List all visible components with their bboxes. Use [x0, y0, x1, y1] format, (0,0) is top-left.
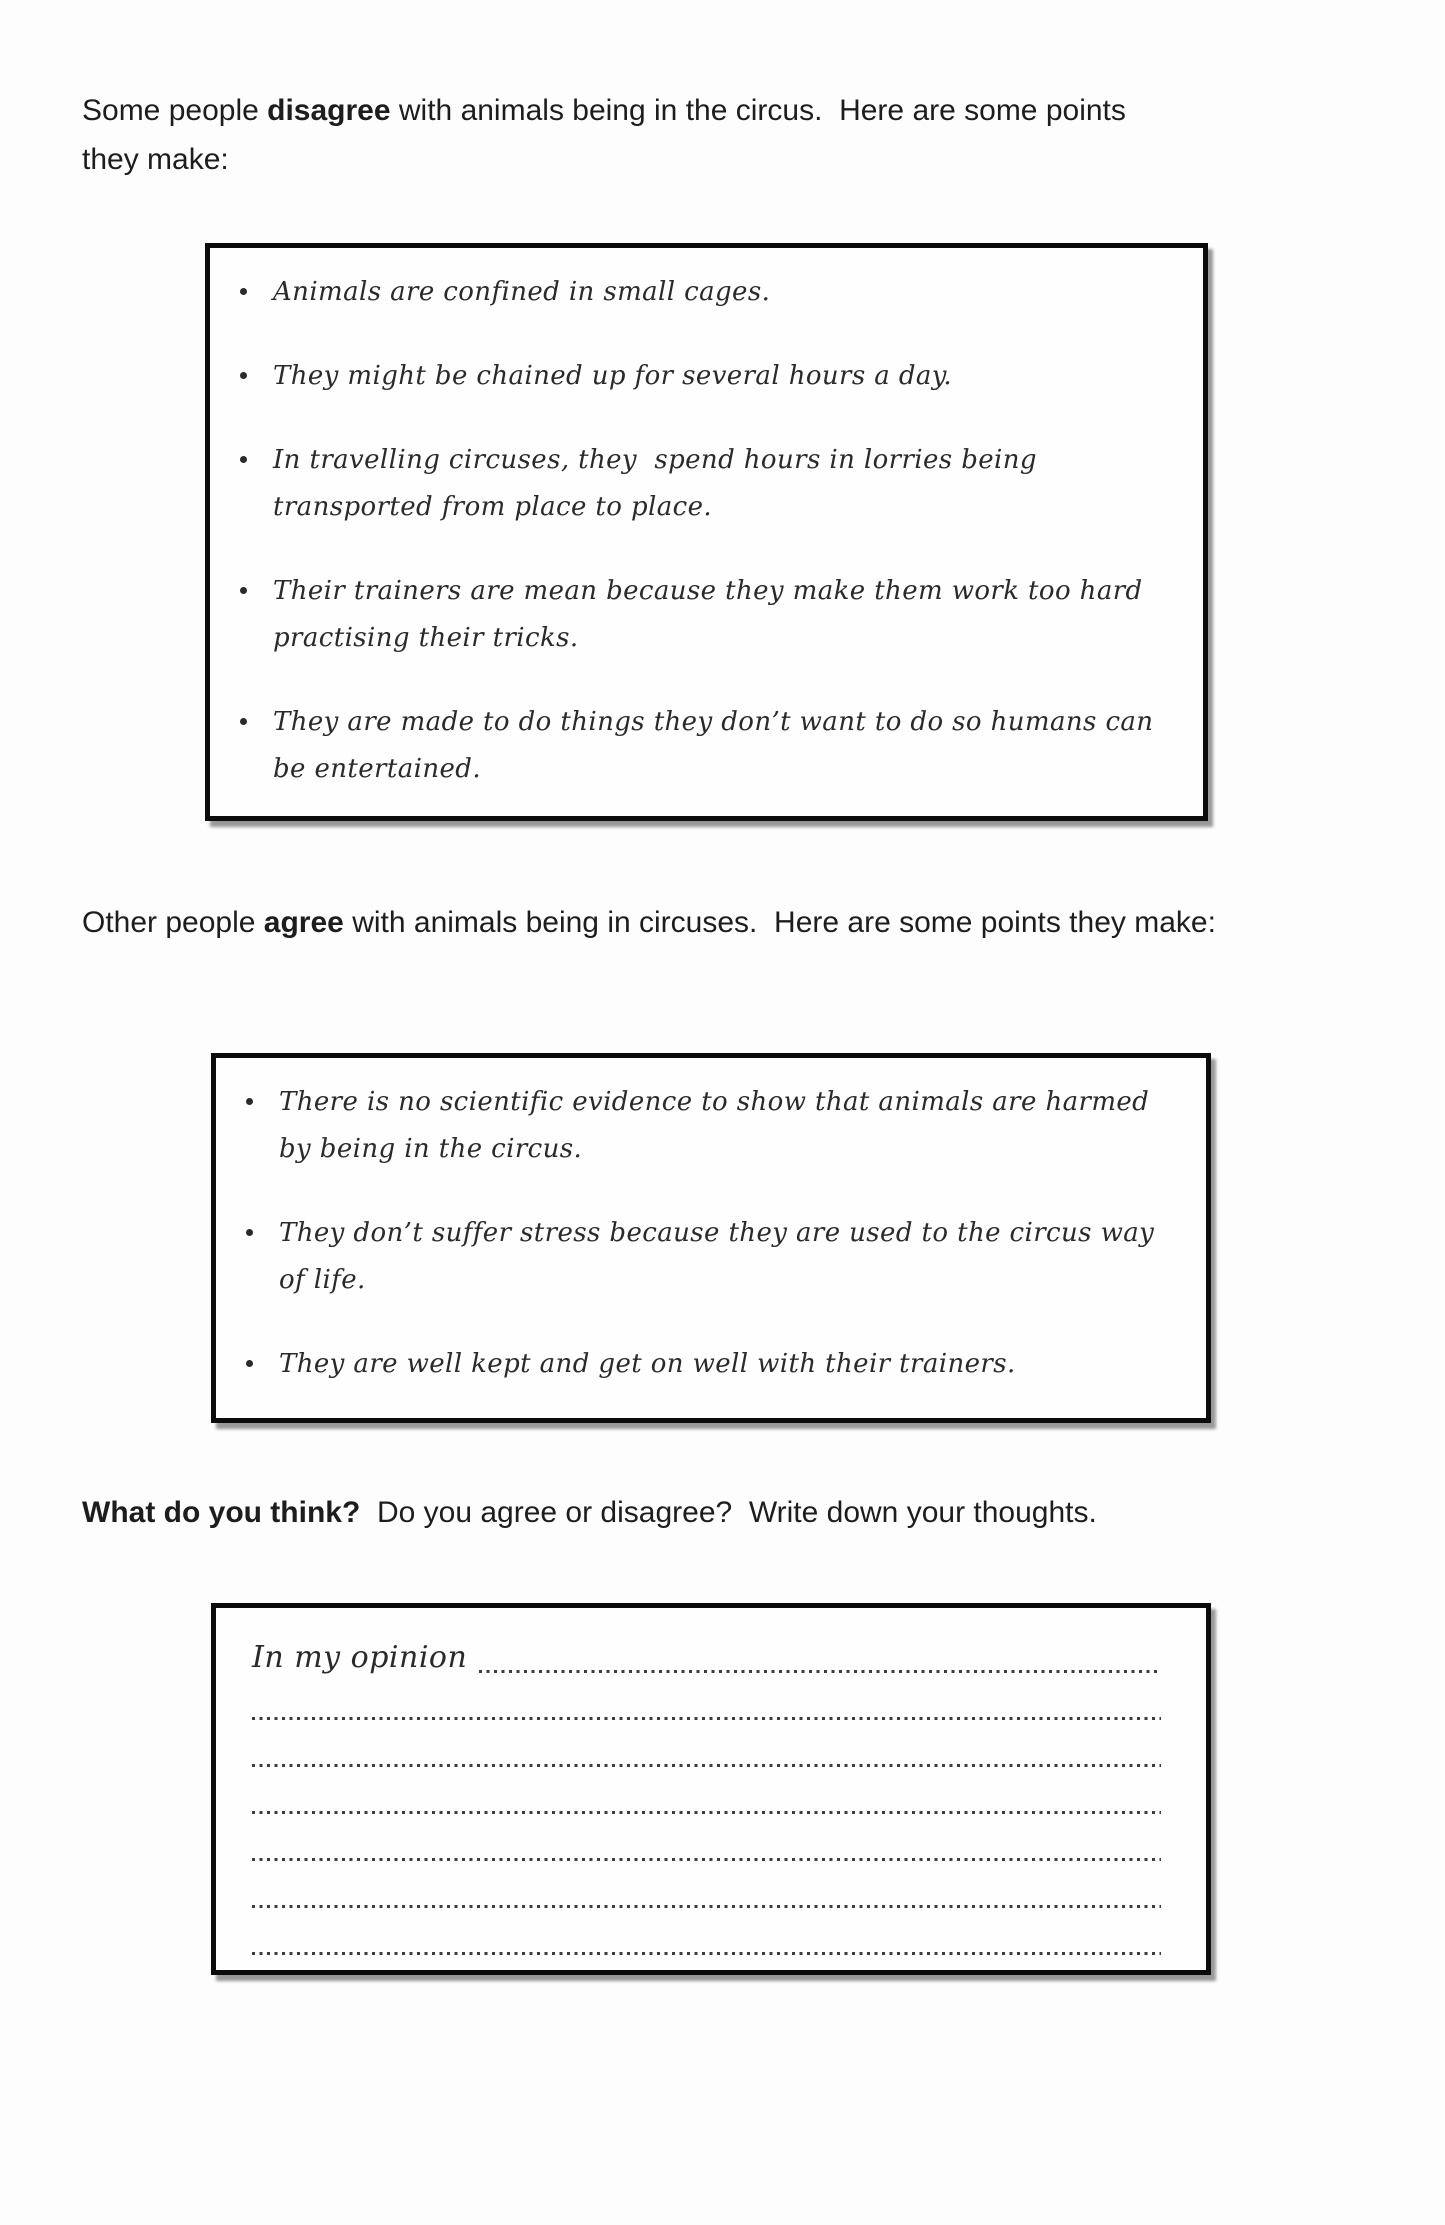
intro-agree-bold-word: agree: [263, 906, 344, 939]
point-text: They are well kept and get on well with their trainers.: [279, 1349, 1016, 1379]
list-item: [240, 353, 1165, 400]
bullet-icon: [240, 372, 247, 379]
point-text: They might be chained up for several hours a day.: [273, 361, 953, 391]
dotted-writing-line: [252, 1777, 1161, 1824]
bullet-icon: [240, 456, 247, 463]
bullet-icon: [240, 587, 247, 594]
intro-disagree-bold-word: disagree: [267, 94, 391, 127]
list-item: [246, 1341, 1168, 1388]
opinion-blank-lines: [252, 1683, 1161, 1965]
dotted-writing-line: [252, 1730, 1161, 1777]
list-item: [246, 1210, 1168, 1304]
list-item: [240, 437, 1165, 531]
dotted-writing-line: [252, 1683, 1161, 1730]
bullet-icon: [246, 1360, 253, 1367]
dotted-writing-line: [252, 1871, 1161, 1918]
question-rest: Do you agree or disagree? Write down your thoughts.: [360, 1496, 1097, 1529]
point-text: They don’t suffer stress because they are used to the circus way of life.: [279, 1218, 1163, 1295]
list-item: [240, 269, 1165, 316]
agree-points-list: [216, 1058, 1206, 1388]
question-bold: What do you think?: [82, 1496, 361, 1529]
intro-agree-prefix: Other people: [82, 906, 264, 939]
dotted-writing-line: [479, 1670, 1161, 1673]
question-text: [82, 1488, 1412, 1537]
intro-disagree-prefix: Some people: [82, 94, 268, 127]
list-item: [246, 1079, 1168, 1173]
bullet-icon: [240, 718, 247, 725]
bullet-icon: [246, 1098, 253, 1105]
intro-disagree-text: [82, 86, 1182, 184]
bullet-icon: [246, 1229, 253, 1236]
disagree-points-box: [205, 243, 1208, 821]
opinion-box: [211, 1603, 1211, 1975]
intro-disagree-suffix: with animals being in the circus. Here are some points they make:: [82, 94, 1135, 176]
intro-agree-text: [82, 898, 1267, 947]
dotted-writing-line: [252, 1824, 1161, 1871]
bullet-icon: [240, 288, 247, 295]
list-item: [240, 568, 1165, 662]
disagree-points-list: [210, 248, 1203, 793]
opinion-lead-row: [252, 1636, 1161, 1683]
agree-points-box: [211, 1053, 1211, 1423]
point-text: Animals are confined in small cages.: [273, 277, 771, 307]
intro-agree-suffix: with animals being in circuses. Here are some points they make:: [343, 906, 1216, 939]
point-text: There is no scientific evidence to show that animals are harmed by being in the circus.: [279, 1087, 1158, 1164]
list-item: [240, 699, 1165, 793]
dotted-writing-line: [252, 1918, 1161, 1965]
point-text: In travelling circuses, they spend hours in lorries being transported from place to place.: [273, 445, 1046, 522]
point-text: Their trainers are mean because they make them work too hard practising their tricks.: [273, 576, 1152, 653]
opinion-lead-in-text: In my opinion: [252, 1640, 468, 1675]
point-text: They are made to do things they don’t want to do so humans can be entertained.: [273, 707, 1163, 784]
